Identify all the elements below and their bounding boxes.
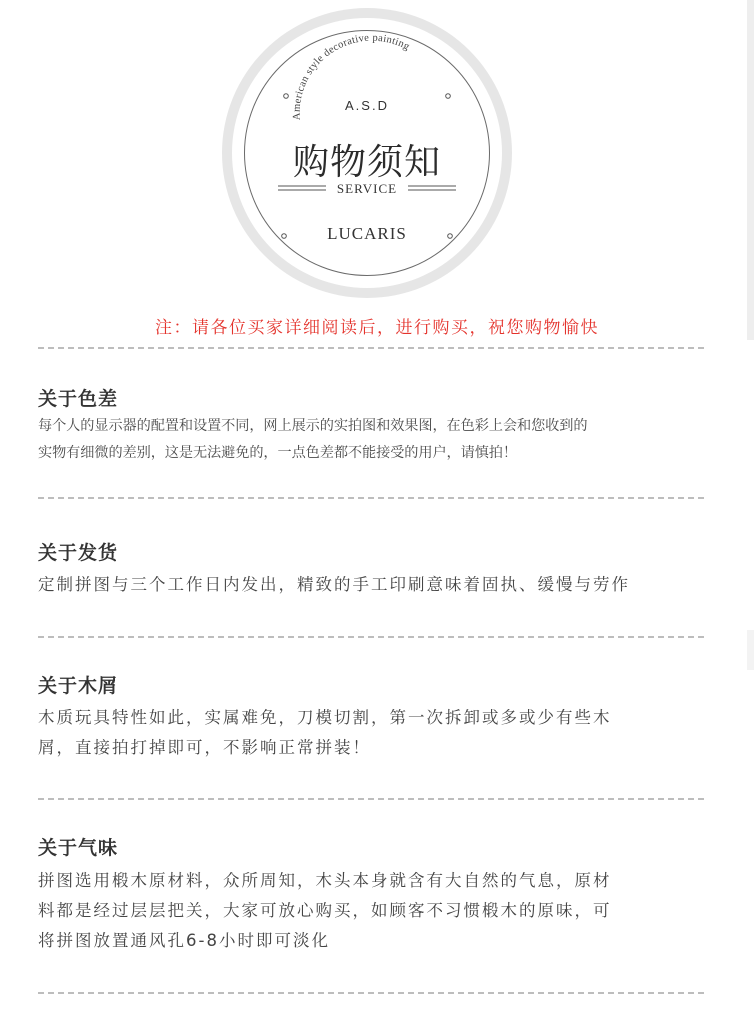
section-divider <box>38 347 704 349</box>
section-body-smell <box>38 866 718 956</box>
body-line: 将拼图放置通风孔6-8小时即可淡化 <box>38 931 330 950</box>
badge-title: 购物须知 <box>292 142 441 183</box>
section-title-shipping: 关于发货 <box>38 542 119 564</box>
section-divider <box>38 636 704 638</box>
notice-text: 注：请各位买家详细阅读后，进行购买，祝您购物愉快 <box>155 318 599 338</box>
body-line: 木质玩具特性如此，实属难免，刀模切割，第一次拆卸或多或少有些木 <box>38 708 612 727</box>
section-divider <box>38 798 704 800</box>
section-title-sawdust: 关于木屑 <box>38 675 119 697</box>
badge-arc-text: American style decorative painting <box>291 32 412 121</box>
body-line: 屑，直接拍打掉即可，不影响正常拼装！ <box>38 738 371 757</box>
body-line: 实物有细微的差别，这是无法避免的，一点色差都不能接受的用户，请慎拍！ <box>38 445 517 461</box>
badge-abbreviation: A.S.D <box>345 98 389 113</box>
edge-shadow <box>747 630 754 670</box>
section-title-color-difference: 关于色差 <box>38 388 119 410</box>
section-title-smell: 关于气味 <box>38 837 119 859</box>
badge-brand-name: LUCARIS <box>327 224 407 243</box>
body-line: 每个人的显示器的配置和设置不同，网上展示的实拍图和效果图，在色彩上会和您收到的 <box>38 418 588 434</box>
edge-shadow <box>747 0 754 340</box>
badge-service-label: SERVICE <box>336 181 398 196</box>
body-line: 定制拼图与三个工作日内发出，精致的手工印刷意味着固执、缓慢与劳作 <box>38 575 630 594</box>
body-line: 拼图选用椴木原材料，众所周知，木头本身就含有大自然的气息，原材 <box>38 871 612 890</box>
section-divider <box>38 992 704 994</box>
section-body-shipping <box>38 570 718 600</box>
section-body-color-difference <box>38 413 718 467</box>
section-body-sawdust <box>38 703 718 763</box>
body-line: 料都是经过层层把关，大家可放心购买，如顾客不习惯椴木的原味，可 <box>38 901 612 920</box>
section-divider <box>38 497 704 499</box>
service-badge <box>222 8 512 298</box>
